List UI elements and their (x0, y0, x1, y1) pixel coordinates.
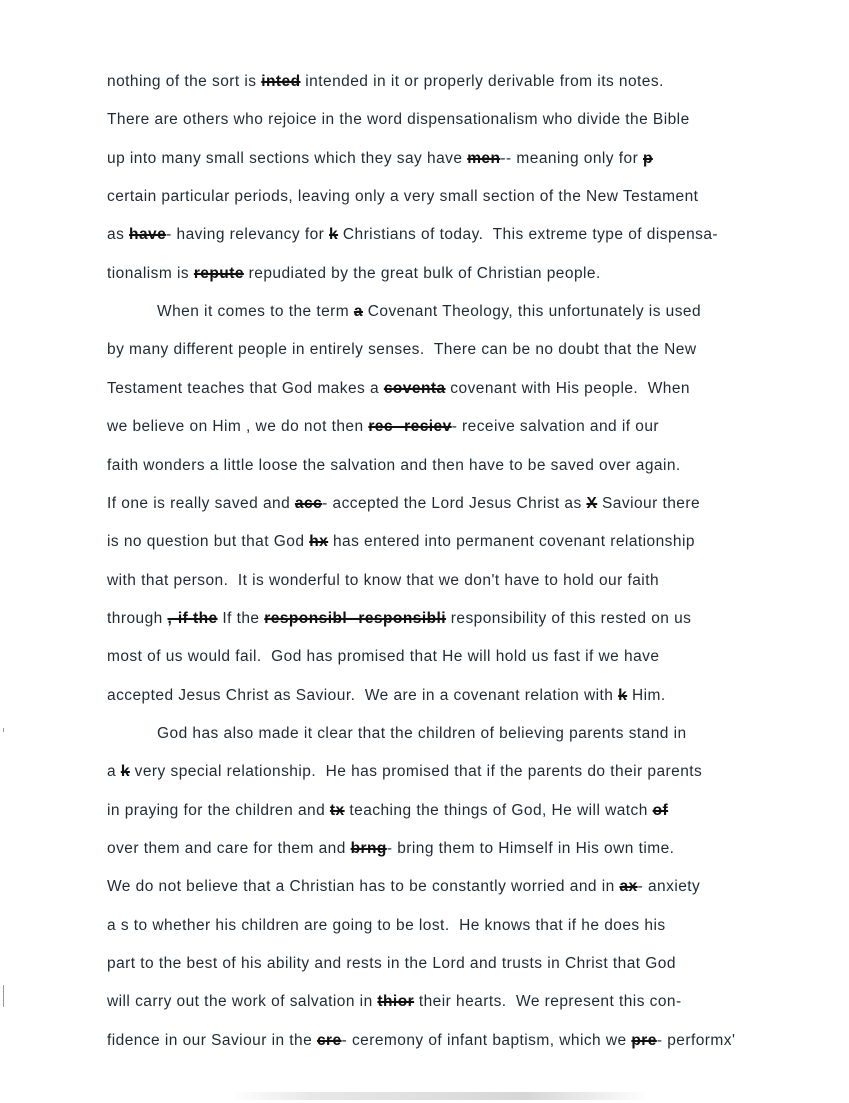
text-segment: God has also made it clear that the children of believing parents stand in (157, 724, 687, 742)
text-line (107, 762, 702, 782)
text-segment: - anxiety (637, 878, 701, 896)
struck-text: coventa (383, 379, 446, 397)
text-line (107, 187, 698, 207)
text-segment: teaching the things of God, He will watch (344, 801, 653, 819)
text-line (107, 532, 695, 552)
struck-text: thior (377, 993, 415, 1011)
text-line (107, 916, 666, 936)
struck-text: men (467, 149, 501, 167)
text-segment: There are others who rejoice in the word dispensationalism who divide the Bible (107, 111, 690, 129)
text-segment: fidence in our Saviour in the (107, 1031, 317, 1049)
text-segment: intended in it or properly derivable from its notes. (300, 73, 664, 90)
struck-text: a (353, 303, 363, 321)
text-segment: nothing of the sort is (107, 73, 262, 90)
text-line (107, 110, 690, 130)
text-segment: has entered into permanent covenant relationship (328, 533, 695, 551)
scan-smudge (230, 1092, 650, 1100)
text-line (107, 954, 676, 974)
text-segment: as (107, 226, 130, 244)
struck-text: ax (619, 878, 638, 896)
text-segment: - bring them to Himself in His own time. (386, 840, 675, 857)
text-segment: Saviour there (597, 494, 701, 512)
text-line (107, 839, 674, 859)
text-segment: If one is really saved and (107, 494, 295, 512)
struck-text: tx (329, 801, 345, 819)
text-line (107, 1031, 735, 1051)
text-segment: covenant with His people. When (445, 379, 690, 397)
struck-text: repute (193, 264, 244, 282)
text-line (107, 264, 601, 284)
text-line (107, 686, 666, 706)
struck-text: inted (261, 73, 301, 90)
text-segment: - accepted the Lord Jesus Christ as (322, 494, 587, 512)
text-segment: Covenant Theology, this unfortunately is used (362, 303, 702, 321)
text-segment: certain particular periods, leaving only a very small section of the New Testament (107, 188, 699, 206)
text-segment: - having relevancy for (166, 226, 330, 244)
struck-text: responsibl--responsibli (264, 609, 447, 627)
text-line (107, 992, 682, 1012)
scan-mark (3, 985, 4, 1007)
text-segment: If the (217, 609, 265, 627)
text-line (107, 609, 691, 629)
struck-text: k (618, 686, 628, 704)
text-segment: - performx' (656, 1031, 736, 1049)
text-line (107, 225, 718, 245)
text-segment: - ceremony of infant baptism, which we (341, 1031, 632, 1049)
text-segment: accepted Jesus Christ as Saviour. We are in a covenant relation with (107, 686, 619, 704)
text-line (107, 877, 700, 897)
text-line (157, 302, 701, 322)
text-segment: by many different people in entirely senses. There can be no doubt that the New (107, 341, 697, 359)
text-segment: a s to whether his children are going to be lost. He knows that if he does his (107, 916, 666, 934)
text-line (107, 340, 696, 360)
struck-text: hx (309, 533, 329, 551)
struck-text: X (586, 494, 598, 512)
struck-text: have (129, 226, 167, 244)
text-segment: Him. (627, 686, 666, 704)
scan-mark (3, 728, 4, 732)
text-segment: will carry out the work of salvation in (107, 993, 378, 1011)
text-segment: up into many small sections which they say have (107, 149, 468, 167)
text-line (107, 379, 690, 399)
text-line (107, 72, 664, 92)
text-segment: through (107, 609, 168, 627)
text-segment: - receive salvation and if our (451, 418, 660, 436)
struck-text: brng (350, 840, 387, 857)
struck-text: of (652, 801, 669, 819)
text-segment: a (107, 763, 121, 781)
struck-text: k (329, 226, 339, 244)
struck-text: p (642, 149, 653, 167)
struck-text: k (120, 763, 130, 781)
struck-text: pre (631, 1031, 657, 1049)
text-segment: is no question but that God (107, 533, 310, 551)
text-segment: repudiated by the great bulk of Christian people. (243, 264, 601, 282)
struck-text: ,-if the (167, 609, 218, 627)
text-segment: tionalism is (107, 264, 194, 282)
text-segment: faith wonders a little loose the salvation and then have to be saved over again. (107, 456, 681, 474)
text-line (107, 647, 659, 667)
text-line (107, 571, 659, 591)
text-segment: We do not believe that a Christian has to be constantly worried and in (107, 878, 620, 896)
text-line (107, 494, 700, 514)
text-segment: -- meaning only for (500, 149, 643, 167)
text-segment: When it comes to the term (157, 303, 354, 321)
text-line (107, 149, 653, 169)
text-line (157, 724, 687, 744)
text-line (107, 801, 668, 821)
text-line (107, 456, 681, 476)
struck-text: cre (316, 1031, 342, 1049)
text-segment: over them and care for them and (107, 840, 351, 857)
text-segment: part to the best of his ability and rests in the Lord and trusts in Christ that God (107, 955, 676, 973)
text-segment: most of us would fail. God has promised that He will hold us fast if we have (107, 648, 660, 666)
text-segment: very special relationship. He has promised that if the parents do their parents (129, 763, 703, 781)
text-segment: with that person. It is wonderful to know that we don't have to hold our faith (107, 571, 660, 589)
struck-text: rec--reciev (368, 418, 452, 436)
text-segment: responsibility of this rested on us (446, 609, 692, 627)
text-segment: their hearts. We represent this con- (414, 993, 682, 1011)
text-segment: we believe on Him , we do not then (107, 418, 369, 436)
text-segment: in praying for the children and (107, 801, 330, 819)
text-segment: Testament teaches that God makes a (107, 379, 384, 397)
struck-text: acc (294, 494, 323, 512)
text-segment: Christians of today. This extreme type of dispensa- (338, 226, 719, 244)
text-line (107, 417, 659, 437)
